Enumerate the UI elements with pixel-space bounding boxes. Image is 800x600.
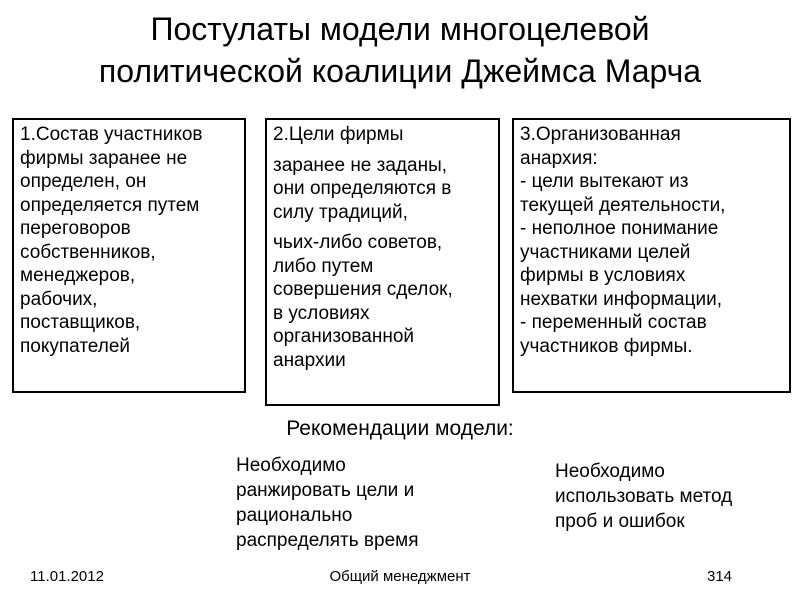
box-text-line: силу традиций,	[273, 201, 408, 223]
box-text-line: нехватки информации,	[520, 288, 722, 310]
recommendation-text-line: распределять время	[236, 530, 419, 551]
box-text-line: - неполное понимание	[520, 218, 719, 239]
recommendation-text-line: рационально	[236, 505, 353, 526]
box-text-line: поставщиков,	[20, 312, 141, 333]
box-paragraph	[273, 231, 492, 372]
slide-title-line-2: политической коалиции Джеймса Марча	[98, 53, 702, 89]
box-paragraph	[273, 123, 492, 147]
box-text-line: анархия:	[520, 147, 598, 169]
postulate-box-1	[12, 118, 246, 393]
box-text-line: заранее не заданы,	[273, 154, 448, 176]
recommendation-text-line: Необходимо	[555, 461, 665, 482]
box-paragraph	[520, 123, 783, 358]
box-paragraph	[273, 154, 492, 225]
box-text-line: текущей деятельности,	[520, 194, 726, 216]
box-text-line: участниками целей	[520, 241, 691, 263]
recommendation-text-line: ранжировать цели и	[236, 480, 415, 501]
box-text-line: собственников,	[20, 241, 156, 263]
slide-title	[0, 8, 800, 92]
slide-title-line-1: Постулаты модели многоцелевой	[150, 11, 650, 47]
box-text-line: анархии	[273, 349, 346, 371]
box-text-line: они определяются в	[273, 178, 452, 199]
recommendation-text-line: использовать метод	[555, 486, 733, 507]
box-text-line: участников фирмы.	[520, 335, 693, 357]
footer-page-number: 314	[707, 568, 733, 585]
box-text-line: менеджеров,	[20, 265, 136, 286]
box-text-line: 1.Состав участников	[20, 124, 203, 145]
footer-course-name: Общий менеджмент	[329, 568, 471, 585]
box-text-line: фирмы в условиях	[520, 265, 686, 286]
box-text-line: определен, он	[20, 171, 147, 192]
recommendations-title: Рекомендации модели:	[286, 417, 514, 440]
postulate-box-2	[265, 118, 500, 406]
box-text-line: в условиях	[273, 302, 370, 324]
box-text-line: фирмы заранее не	[20, 147, 188, 169]
box-text-line: рабочих,	[20, 288, 98, 310]
recommendation-1	[236, 453, 419, 553]
recommendation-text-line: Необходимо	[236, 455, 346, 476]
box-text-line: организованной	[273, 326, 414, 347]
box-text-line: определяется путем	[20, 194, 200, 216]
recommendation-2	[555, 459, 732, 534]
postulate-box-3	[512, 118, 791, 393]
box-text-line: 2.Цели фирмы	[273, 124, 404, 145]
recommendation-text-line: проб и ошибок	[555, 511, 685, 532]
box-text-line: переговоров	[20, 218, 131, 239]
box-text-line: либо путем	[273, 255, 374, 277]
box-text-line: - цели вытекают из	[520, 171, 689, 192]
box-text-line: - переменный состав	[520, 312, 707, 333]
box-paragraph	[20, 123, 238, 358]
box-text-line: чьих-либо советов,	[273, 232, 443, 253]
footer-date: 11.01.2012	[30, 568, 104, 585]
box-text-line: 3.Организованная	[520, 124, 681, 145]
box-text-line: совершения сделок,	[273, 279, 453, 300]
box-text-line: покупателей	[20, 335, 131, 357]
